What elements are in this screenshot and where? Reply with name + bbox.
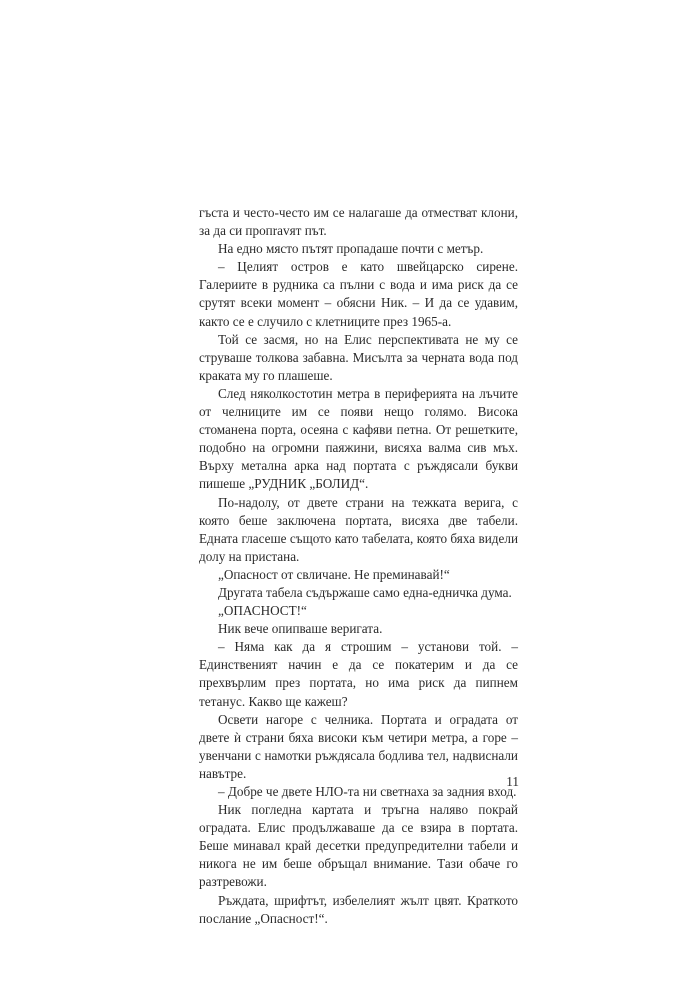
paragraph: Той се засмя, но на Елис перспективата не му се струваше толкова забавна. Мисълта за черната вода под краката му го плашеше. (199, 331, 518, 383)
dialogue-paragraph: – Добре че двете НЛО-та ни светнаха за задния вход. (218, 784, 517, 799)
body-text (199, 204, 518, 928)
paragraph: Другата табела съдържаше само една-едничка дума. (218, 584, 512, 600)
paragraph: гъста и често-често им се налагаше да отместват клони, за да си пропravят път. (199, 205, 518, 239)
dialogue-paragraph: – Целият остров е като швейцарско сирене. Галериите в рудника са пълни с вода и има риск да се срутят всеки момент – обясни Ник. – И да се удавим, както се е случило с клетниците през 1965-а. (199, 259, 518, 329)
paragraph: По-надолу, от двете страни на тежката верига, с която беше заключена портата, висяха две табели. Едната гласеше същото като табелата, която бяха видели долу на пристана. (199, 494, 518, 564)
paragraph: Ръждата, шрифтът, избелелият жълт цвят. Краткото послание „Опасност!“. (199, 892, 518, 926)
paragraph: На едно място пътят пропадаше почти с метър. (218, 241, 484, 257)
paragraph: Ник погледна картата и тръгна наляво покрай оградата. Елис продължаваше да се взира в портата. Беше минавал край десетки предупредителни табели и никога не им беше обръщал внимание. Тази обаче го разтревожи. (199, 802, 518, 890)
sign-quote: „Опасност от свличане. Не преминавай!“ (218, 566, 450, 582)
dialogue-paragraph: – Няма как да я строшим – установи той. – Единственият начин е да се покатерим и да се прехвърлим през портата, но има риск да пипнем тетанус. Какво ще кажеш? (199, 639, 518, 709)
paragraph: Ник вече опипваше веригата. (218, 621, 383, 637)
sign-quote: „ОПАСНОСТ!“ (218, 603, 307, 619)
paragraph: След няколкостотин метра в периферията на лъчите от челниците им се появи нещо голямо. Висока стоманена порта, осеяна с кафяви петна. От решетките, подобно на огромни паяжини, висяха валма сив мъх. Върху метална арка над портата с ръждясали букви пишеше „РУДНИК „БОЛИД“. (199, 385, 518, 492)
page-number: 11 (506, 774, 519, 789)
paragraph: Освети нагоре с челника. Портата и оградата от двете ѝ страни бяха високи към четири метра, а горе – увенчани с намотки ръждясала бодлива тел, надвиснали навътре. (199, 711, 518, 781)
